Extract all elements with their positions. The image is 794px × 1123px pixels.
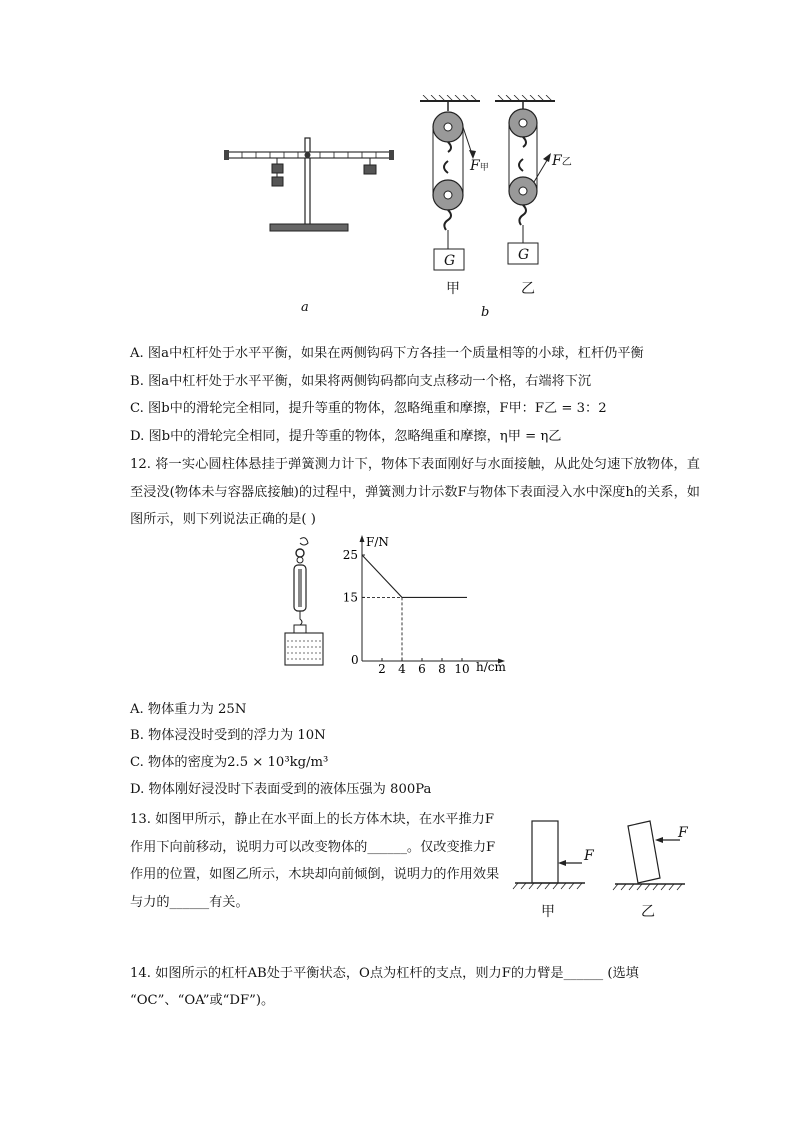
q12-option-b: B. 物体浸没时受到的浮力为 10N [130,728,326,743]
x-tick-label: 10 [454,662,470,676]
y-axis-arrow [360,535,365,542]
lever-figure-a [220,128,400,240]
figure-a-label: a [301,300,309,315]
y-axis-label: F/N [366,535,389,549]
q11-option-c: C. 图b中的滑轮完全相同，提升等重的物体，忽略绳重和摩擦，F甲：F乙 = 3：2 [130,401,607,416]
x-tick-label: 8 [438,662,446,676]
pulley-jia-force-label: F甲 [470,158,489,174]
y-tick-label: 15 [342,590,358,605]
q14-line-1: 14. 如图所示的杠杆AB处于平衡状态，O点为杠杆的支点，则力F的力臂是______ (选填 [130,966,639,981]
pulley-yi-force-label: F乙 [552,153,572,169]
block-yi-caption: 乙 [641,904,655,920]
origin-label: 0 [351,653,359,667]
q12-option-a: A. 物体重力为 25N [130,702,247,717]
block-jia-caption: 甲 [541,904,555,920]
block-push-figure [510,812,700,894]
block-yi-force-label: F [678,825,688,841]
spring-scale-figure [280,535,330,670]
x-tick-label: 2 [378,662,386,676]
q11-option-a: A. 图a中杠杆处于水平平衡，如果在两侧钩码下方各挂一个质量相等的小球，杠杆仍平衡 [130,346,644,361]
q12-stem: 12. 将一实心圆柱体悬挂于弹簧测力计下，物体下表面刚好与水面接触，从此处匀速下放物体，直至浸没(物体未与容器底接触)的过程中，弹簧测力计示数F与物体下表面浸入水中深度h的关系，如图所示，则下列说法正确的是( ) [130,457,700,527]
y-tick-label: 25 [342,548,358,562]
pulley-jia-weight-label: G [444,253,456,269]
pulley-yi-caption: 乙 [521,281,535,297]
x-tick-label: 4 [398,662,406,676]
pulley-jia-caption: 甲 [446,281,460,297]
x-axis-label: h/cm [476,660,506,674]
force-depth-chart [340,528,520,678]
q11-option-d: D. 图b中的滑轮完全相同，提升等重的物体，忽略绳重和摩擦，η甲 = η乙 [130,429,562,444]
q11-option-b: B. 图a中杠杆处于水平平衡，如果将两侧钩码都向支点移动一个格，右端将下沉 [130,374,592,389]
series-line [362,555,467,597]
q12-option-c: C. 物体的密度为2.5 × 10³kg/m³ [130,755,329,770]
pulley-yi-weight-label: G [518,247,530,263]
q14-line-2: “OC”、“OA”或“DF”)。 [130,993,275,1008]
q12-option-d: D. 物体刚好浸没时下表面受到的液体压强为 800Pa [130,782,432,797]
block-jia-force-label: F [584,848,594,864]
figure-b-label: b [481,305,490,320]
q13-stem: 13. 如图甲所示，静止在水平面上的长方体木块，在水平推力F作用下向前移动，说明力可以改变物体的______。仅改变推力F作用的位置，如图乙所示，木块却向前倾倒，说明力的作用效果与力的______有关。 [130,812,500,910]
x-tick-label: 6 [418,662,426,676]
pulley-figure-b [415,95,575,280]
